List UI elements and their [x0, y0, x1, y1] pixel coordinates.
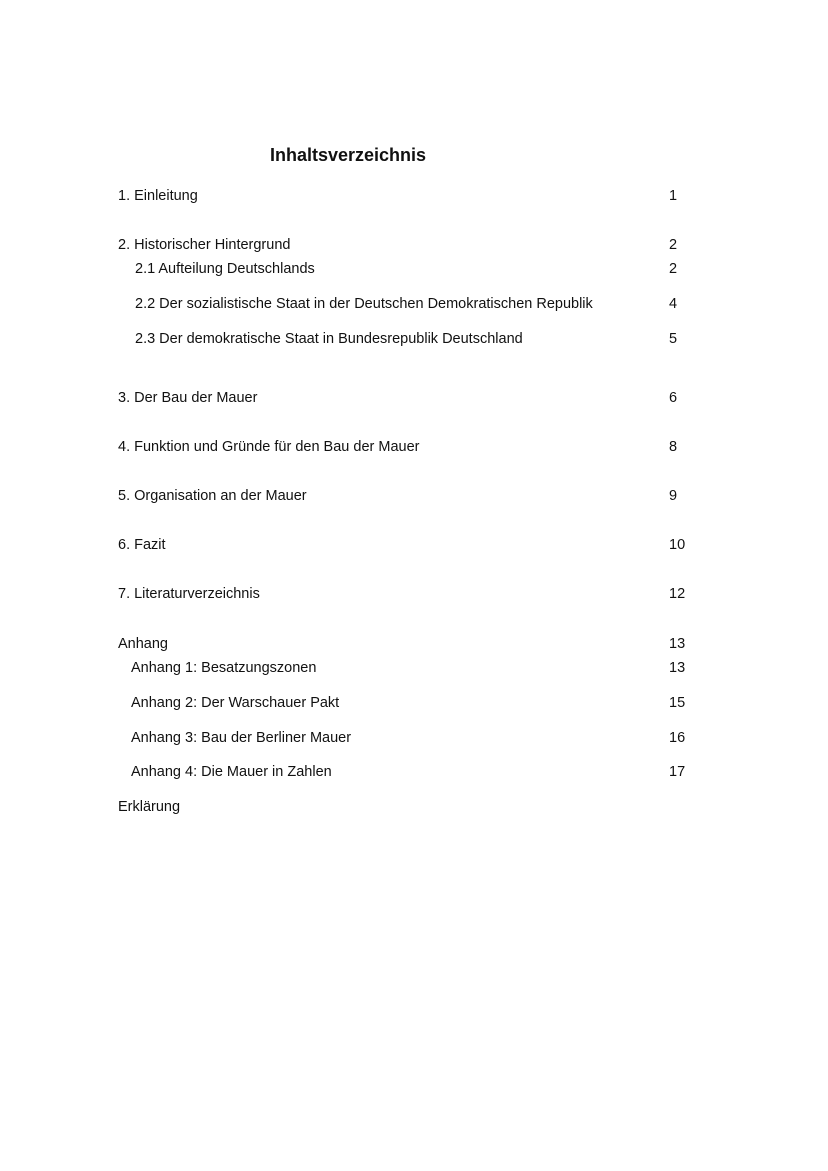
toc-entry-label: 2.2 Der sozialistische Staat in der Deutschen Demokratischen Republik — [135, 296, 593, 312]
toc-entry-page: 4 — [669, 296, 678, 312]
toc-entry-page: 17 — [669, 764, 686, 780]
toc-entry-label: Anhang 1: Besatzungszonen — [131, 660, 317, 676]
toc-entry-brd — [0, 329, 828, 349]
toc-entry-page: 10 — [669, 537, 686, 553]
toc-entry-funktion — [0, 437, 828, 457]
toc-entry-erklaerung — [0, 797, 828, 817]
toc-entry-fazit — [0, 535, 828, 555]
toc-entry-anhang — [0, 634, 828, 654]
toc-entry-literaturverzeichnis — [0, 584, 828, 604]
toc-entry-einleitung — [0, 186, 828, 206]
toc-entry-label: 1. Einleitung — [118, 188, 198, 204]
toc-entry-aufteilung — [0, 259, 828, 279]
toc-entry-label: Anhang 3: Bau der Berliner Mauer — [131, 730, 352, 746]
toc-entry-label: 7. Literaturverzeichnis — [118, 586, 260, 602]
toc-entry-page: 5 — [669, 331, 678, 347]
toc-entry-bau-der-mauer — [0, 388, 828, 408]
toc-entry-page: 13 — [669, 660, 686, 676]
toc-entry-page: 12 — [669, 586, 686, 602]
toc-entry-page: 2 — [669, 237, 678, 253]
toc-entry-label: 2.1 Aufteilung Deutschlands — [135, 261, 315, 277]
toc-entry-historischer-hintergrund — [0, 235, 828, 255]
toc-title: Inhaltsverzeichnis — [270, 145, 427, 165]
toc-entry-anhang-3 — [0, 728, 828, 748]
toc-entry-label: Erklärung — [118, 799, 181, 815]
toc-entry-page: 8 — [669, 439, 678, 455]
toc-entry-label: 5. Organisation an der Mauer — [118, 488, 307, 504]
toc-entry-page: 2 — [669, 261, 678, 277]
toc-entry-label: 6. Fazit — [118, 537, 166, 553]
toc-entry-anhang-2 — [0, 693, 828, 713]
toc-entry-ddr — [0, 294, 828, 314]
toc-entry-page: 6 — [669, 390, 678, 406]
toc-entry-anhang-4 — [0, 762, 828, 782]
toc-entry-label: Anhang 2: Der Warschauer Pakt — [131, 695, 340, 711]
toc-entry-label: 2.3 Der demokratische Staat in Bundesrepublik Deutschland — [135, 331, 523, 347]
toc-entry-page: 16 — [669, 730, 686, 746]
toc-entry-label: 4. Funktion und Gründe für den Bau der Mauer — [118, 439, 420, 455]
toc-entry-page: 15 — [669, 695, 686, 711]
toc-entry-page: 13 — [669, 636, 686, 652]
toc-entry-label: Anhang 4: Die Mauer in Zahlen — [131, 764, 332, 780]
toc-entry-page: 9 — [669, 488, 678, 504]
toc-entry-label: Anhang — [118, 636, 168, 652]
toc-entry-organisation — [0, 486, 828, 506]
toc-entry-label: 2. Historischer Hintergrund — [118, 237, 291, 253]
toc-entry-anhang-1 — [0, 658, 828, 678]
toc-entry-label: 3. Der Bau der Mauer — [118, 390, 258, 406]
toc-entry-page: 1 — [669, 188, 678, 204]
